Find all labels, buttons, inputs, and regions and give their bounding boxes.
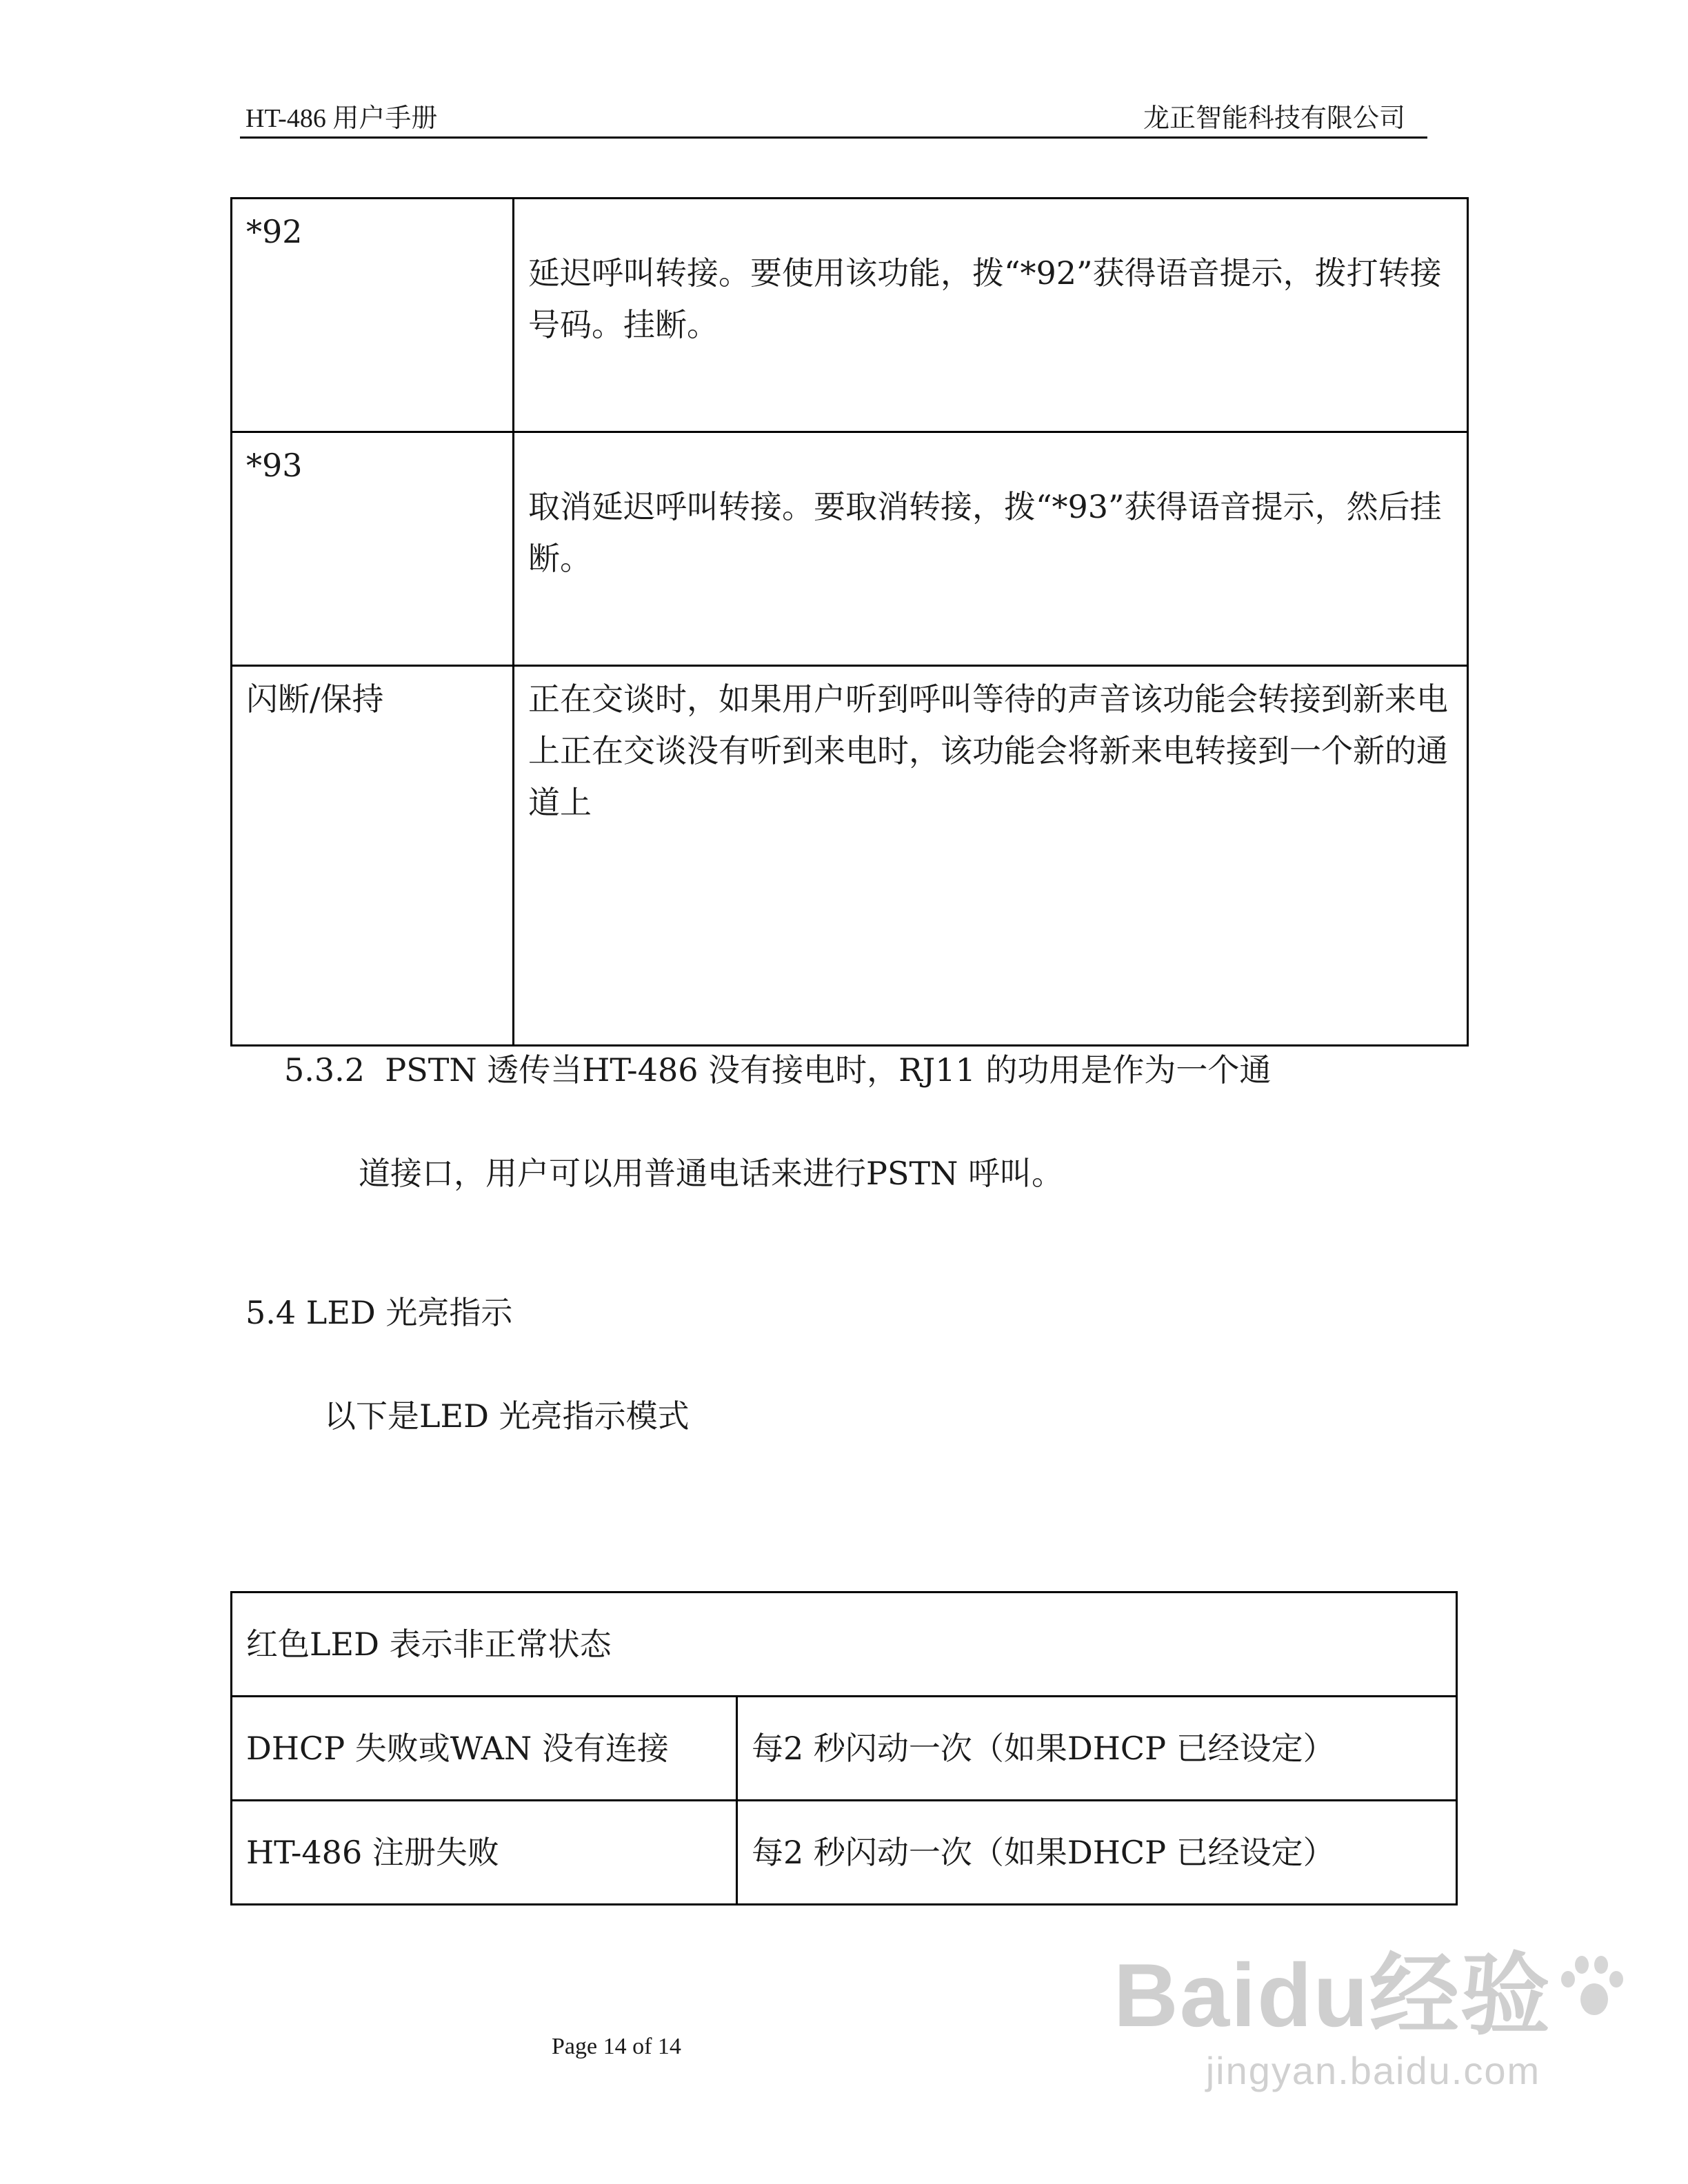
indication-cell: 每2 秒闪动一次（如果DHCP 已经设定） [737,1801,1457,1905]
watermark-url: jingyan.baidu.com [1205,2049,1541,2092]
description-cell: 取消延迟呼叫转接。要取消转接，拨“*93”获得语音提示，然后挂断。 [514,432,1468,666]
section-54-intro: 以下是LED 光亮指示模式 [324,1397,690,1435]
condition-cell: HT-486 注册失败 [232,1801,737,1905]
header-title: HT-486 用户手册 [245,104,438,133]
code-cell: *92 [232,199,514,432]
feature-code-table [230,197,1469,1046]
description-cell: 延迟呼叫转接。要使用该功能，拨“*92”获得语音提示，拨打转接号码。挂断。 [514,199,1468,432]
table-row [232,199,1468,432]
section-532-line1: 5.3.2 PSTN 透传当HT-486 没有接电时，RJ11 的功用是作为一个通 [284,1051,1272,1089]
baidu-watermark [1114,1923,1633,2093]
led-status-table [230,1591,1458,1905]
description-cell: 正在交谈时，如果用户听到呼叫等待的声音该功能会转接到新来电上正在交谈没有听到来电时，该功能会将新来电转接到一个新的通道上 [514,666,1468,1046]
table-row [232,666,1468,1046]
paw-icon [1554,1950,1630,2026]
indication-cell: 每2 秒闪动一次（如果DHCP 已经设定） [737,1697,1457,1801]
section-54-heading: 5.4 LED 光亮指示 [245,1294,513,1331]
table-row [232,1697,1457,1801]
code-cell: *93 [232,432,514,666]
section-532-line2: 道接口，用户可以用普通电话来进行PSTN 呼叫。 [359,1155,1064,1192]
table-row [232,432,1468,666]
page-number: Page 14 of 14 [552,2034,681,2059]
code-cell: 闪断/保持 [232,666,514,1046]
watermark-logo-text: Baidu经验 [1113,1945,1551,2045]
header-rule [240,136,1427,139]
table-row [232,1801,1457,1905]
table-header-cell: 红色LED 表示非正常状态 [232,1593,1457,1697]
header-company: 龙正智能科技有限公司 [1143,104,1405,133]
table-header-row [232,1593,1457,1697]
watermark-logo [1114,1923,1633,2052]
condition-cell: DHCP 失败或WAN 没有连接 [232,1697,737,1801]
